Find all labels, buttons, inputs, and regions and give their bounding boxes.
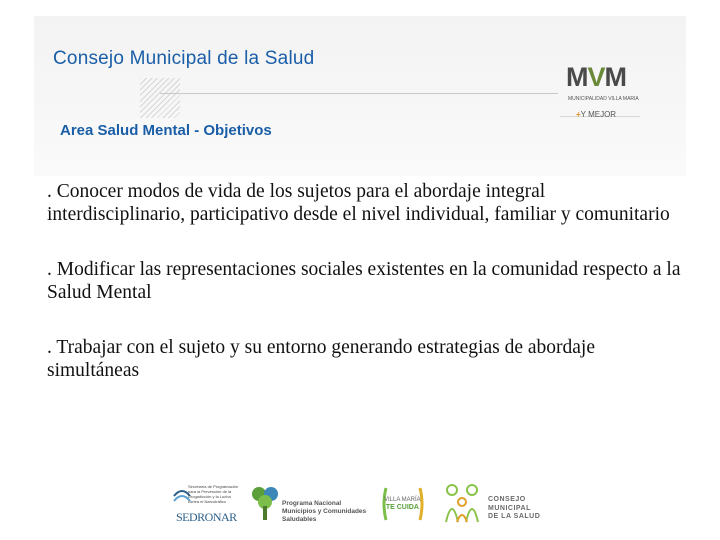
villa-maria-logo (566, 58, 648, 124)
consejo-municipal-text: CONSEJO MUNICIPAL DE LA SALUD (488, 496, 541, 520)
mvm-subtitle: MUNICIPALIDAD VILLA MARIA (568, 96, 639, 102)
te-cuida-text: VILLA MARÍA TE CUIDA (384, 497, 421, 511)
tree-people-icon (250, 484, 280, 524)
header-divider (160, 93, 558, 94)
header-decoration (140, 78, 180, 118)
villa-maria-te-cuida-logo (380, 480, 430, 530)
programa-nacional-text: Programa Nacional Municipios y Comunidades Saludables (282, 500, 367, 523)
slide-subtitle: Area Salud Mental - Objetivos (60, 122, 272, 139)
sedronar-tagline: Secretaría de Programación para la Prevención de la Drogadicción y la Lucha contra el Narcotráfico (188, 484, 239, 504)
objectives-list (47, 180, 687, 414)
consejo-municipal-logo (442, 480, 560, 530)
objective-item: . Trabajar con el sujeto y su entorno generando estrategias de abordaje simultáneas (47, 337, 595, 381)
sedronar-logo (170, 480, 245, 530)
objective-item: . Modificar las representaciones sociales existentes en la comunidad respecto a la Salud Mental (47, 259, 681, 303)
family-figures-icon (442, 482, 484, 526)
footer-logos (170, 480, 560, 530)
objective-item: . Conocer modos de vida de los sujetos para el abordaje integral interdisciplinario, participativo desde el nivel individual, familiar y comunitario (47, 181, 670, 225)
slide-title: Consejo Municipal de la Salud (53, 48, 315, 69)
programa-nacional-logo (250, 480, 370, 530)
mvm-slogan: +Y MEJOR (576, 110, 617, 119)
sedronar-name: SEDRONAR (176, 510, 237, 524)
mvm-letters: MVM (566, 62, 627, 92)
